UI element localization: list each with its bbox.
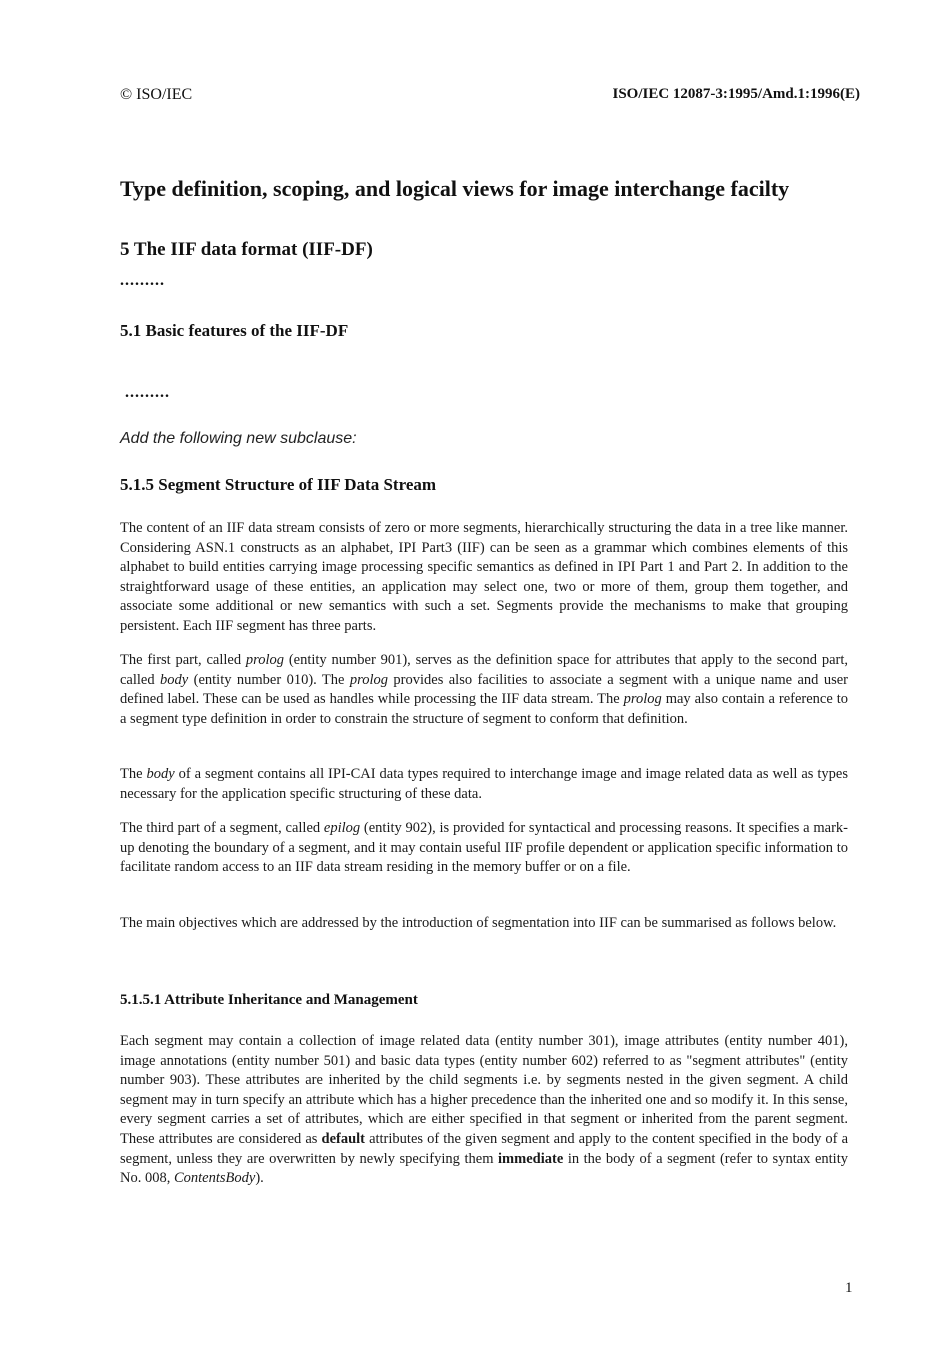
ellipsis-marker: ......... [125,384,170,401]
paragraph: Each segment may contain a collection of image related data (entity number 301), image attributes (entity number 401), image annotations (entity number 501) and basic data types (entity number 602) referred to as "segment attributes" (entity number 903). These attributes are inherited by the child segments i.e. by segments nested in the given segment. A child segment may in turn specify an attribute which has a higher precedence than the inherited one and so modify it. In this sense, every segment carries a set of attributes, which are either specified in that segment or inherited from the parent segment. These attributes are considered as default attributes of the given segment and apply to the content specified in the body of a segment, unless they are overwritten by newly specifying them immediate in the body of a segment (refer to syntax entity No. 008, ContentsBody). [120,1033,848,1187]
paragraph: The third part of a segment, called epilog (entity 902), is provided for syntactical and processing reasons. It specifies a mark-up denoting the boundary of a segment, and it may contain useful IIF profile dependent or application specific information to facilitate random access to an IIF data stream residing in the memory buffer or on a file. [120,820,848,876]
section-heading: 5 The IIF data format (IIF-DF) [120,239,373,260]
paragraph: The first part, called prolog (entity number 901), serves as the definition space for attributes that apply to the second part, called body (entity number 010). The prolog provides also facilities to associate a segment with a unique name and user defined label. These can be used as handles while processing the IIF data stream. The prolog may also contain a reference to a segment type definition in order to constrain the structure of segment to conform that definition. [120,652,849,727]
subclause-heading: 5.1.5 Segment Structure of IIF Data Stream [120,475,437,494]
paragraph: The main objectives which are addressed by the introduction of segmentation into IIF can be summarised as follows below. [120,915,837,931]
editorial-instruction: Add the following new subclause: [120,430,357,447]
page-header-left: © ISO/IEC [120,86,193,103]
page-header-right: ISO/IEC 12087-3:1995/Amd.1:1996(E) [612,86,860,102]
ellipsis-marker: ......... [120,272,165,289]
subsection-heading: 5.1 Basic features of the IIF-DF [120,321,349,340]
paragraph: The content of an IIF data stream consists of zero or more segments, hierarchically structuring the data in a tree like manner. Considering ASN.1 constructs as an alphabet, IPI Part3 (IIF) can be seen as a grammar which combines elements of this alphabet to build entities carrying image processing specific semantics as defined in IPI Part 1 and Part 2. In addition to the straightforward usage of these entities, an application may select one, two or more of them, group them together, and associate some additional or new semantics with such a set. Segments provide the mechanisms to make that grouping persistent. Each IIF segment has three parts. [120,520,848,634]
document-title: Type definition, scoping, and logical views for image interchange facilty [120,176,790,201]
page-number: 1 [845,1280,853,1296]
sub-subclause-heading: 5.1.5.1 Attribute Inheritance and Management [120,992,418,1008]
paragraph: The body of a segment contains all IPI-CAI data types required to interchange image and image related data as well as types necessary for the application specific structuring of these data. [120,766,848,802]
